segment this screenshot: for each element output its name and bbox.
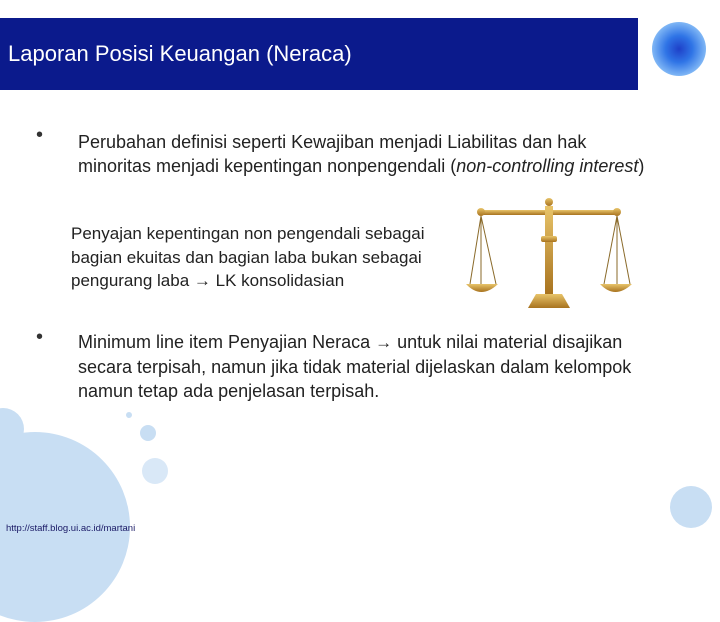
decorative-dot	[142, 458, 168, 484]
sub-point-end: LK konsolidasian	[210, 271, 345, 290]
bullet-marker: •	[36, 326, 44, 348]
bullet-text-2	[78, 330, 658, 403]
scale-of-justice-icon	[466, 196, 632, 312]
arrow-right-icon: →	[375, 333, 393, 352]
bullet-text-2-end: untuk nilai material disajikan secara terpisah, namun jika tidak material dijelaskan dalam kelompok namun tetap ada penjelasan terpisah.	[78, 332, 632, 401]
bullet-text-1-main: Perubahan definisi seperti Kewajiban menjadi Liabilitas dan hak minoritas menjadi kepentingan nonpengendali (	[78, 132, 587, 176]
footer-url-link[interactable]: http://staff.blog.ui.ac.id/martani	[6, 523, 136, 534]
bullet-marker: •	[36, 124, 44, 146]
blue-orb-icon	[652, 22, 706, 76]
bullet-text-2-main: Minimum line item Penyajian Neraca	[78, 332, 376, 352]
arrow-right-icon: →	[193, 271, 211, 290]
bullet-text-1-end: )	[638, 156, 645, 176]
bullet-text-1	[78, 130, 648, 178]
sub-point-main: Penyajan kepentingan non pengendali sebagai bagian ekuitas dan bagian laba bukan sebagai pengurang laba	[71, 224, 425, 290]
bullet-text-1-italic: non-controlling interest	[456, 156, 639, 176]
decorative-circle-right	[670, 486, 712, 528]
decorative-dot	[140, 425, 156, 441]
decorative-dot	[126, 412, 132, 418]
page-title: Laporan Posisi Keuangan (Neraca)	[8, 41, 352, 66]
sub-point-text	[71, 222, 453, 293]
